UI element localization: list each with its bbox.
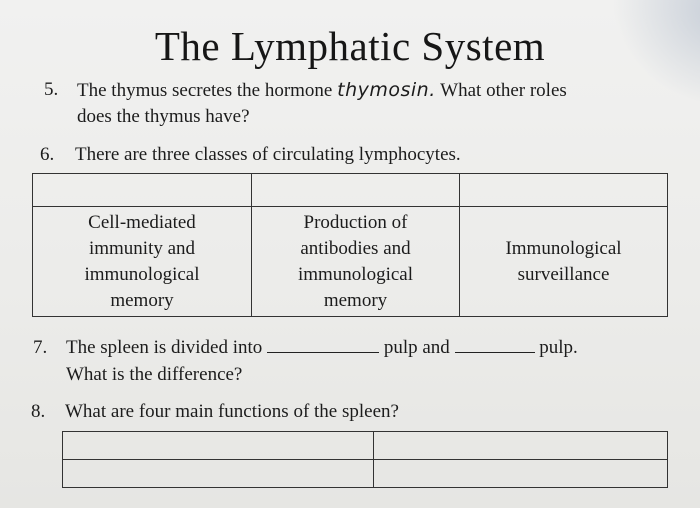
question-7-line-2: What is the difference?: [66, 364, 243, 385]
spleen-functions-row: [63, 432, 668, 460]
lymphocyte-table: [32, 173, 668, 317]
lymphocyte-header-row: [33, 174, 668, 207]
question-7: [33, 335, 673, 391]
cell-line: Immunological: [505, 237, 622, 259]
lymphocyte-header-cell[interactable]: [33, 174, 252, 207]
spleen-function-cell[interactable]: [374, 460, 668, 488]
question-5-handwritten-word: thymosin.: [337, 79, 436, 101]
question-8-text: What are four main functions of the spleen?: [65, 401, 399, 422]
question-5-number: 5.: [44, 79, 59, 100]
question-7-number: 7.: [33, 337, 48, 358]
lymphocyte-cell-surveillance: [460, 207, 668, 317]
question-5-text-before: The thymus secretes the hormone: [77, 80, 338, 101]
answer-blank-2[interactable]: [455, 336, 535, 353]
page-title: The Lymphatic System: [154, 23, 546, 69]
lymphocyte-cell-antibodies: [252, 207, 460, 317]
cell-line: Cell-mediated: [88, 211, 196, 233]
cell-line: memory: [110, 289, 174, 311]
question-6: [40, 142, 660, 170]
question-8-number: 8.: [31, 401, 46, 422]
spleen-functions-row: [63, 460, 668, 488]
spleen-function-cell[interactable]: [63, 460, 374, 488]
question-5-line-2: does the thymus have?: [77, 106, 250, 127]
cell-line: immunological: [84, 263, 200, 285]
question-5-line-1: [77, 77, 567, 104]
lymphocyte-header-cell[interactable]: [460, 174, 668, 207]
question-7-line-1: [66, 335, 578, 361]
question-6-number: 6.: [40, 144, 55, 165]
question-7-text-part-2: pulp and: [383, 337, 450, 358]
cell-line: memory: [323, 289, 388, 311]
question-6-text: There are three classes of circulating lymphocytes.: [75, 144, 461, 165]
spleen-function-cell[interactable]: [374, 432, 668, 460]
question-5-text-after: What other roles: [435, 80, 567, 101]
question-7-text-part-3: pulp.: [539, 337, 578, 358]
question-8: [31, 399, 651, 427]
cell-line: surveillance: [517, 263, 610, 285]
lymphocyte-cell-cell-mediated: [33, 207, 252, 317]
answer-blank-1[interactable]: [267, 336, 379, 353]
cell-line: immunity and: [88, 237, 196, 259]
lymphocyte-header-cell[interactable]: [252, 174, 460, 207]
cell-line: immunological: [297, 263, 414, 285]
spleen-functions-table: [62, 431, 668, 488]
question-5: [44, 77, 684, 133]
lymphocyte-role-row: [33, 207, 668, 317]
question-7-text-part-1: The spleen is divided into: [66, 337, 263, 358]
cell-line: antibodies and: [300, 237, 411, 259]
spleen-function-cell[interactable]: [63, 432, 374, 460]
cell-line: Production of: [303, 211, 408, 233]
